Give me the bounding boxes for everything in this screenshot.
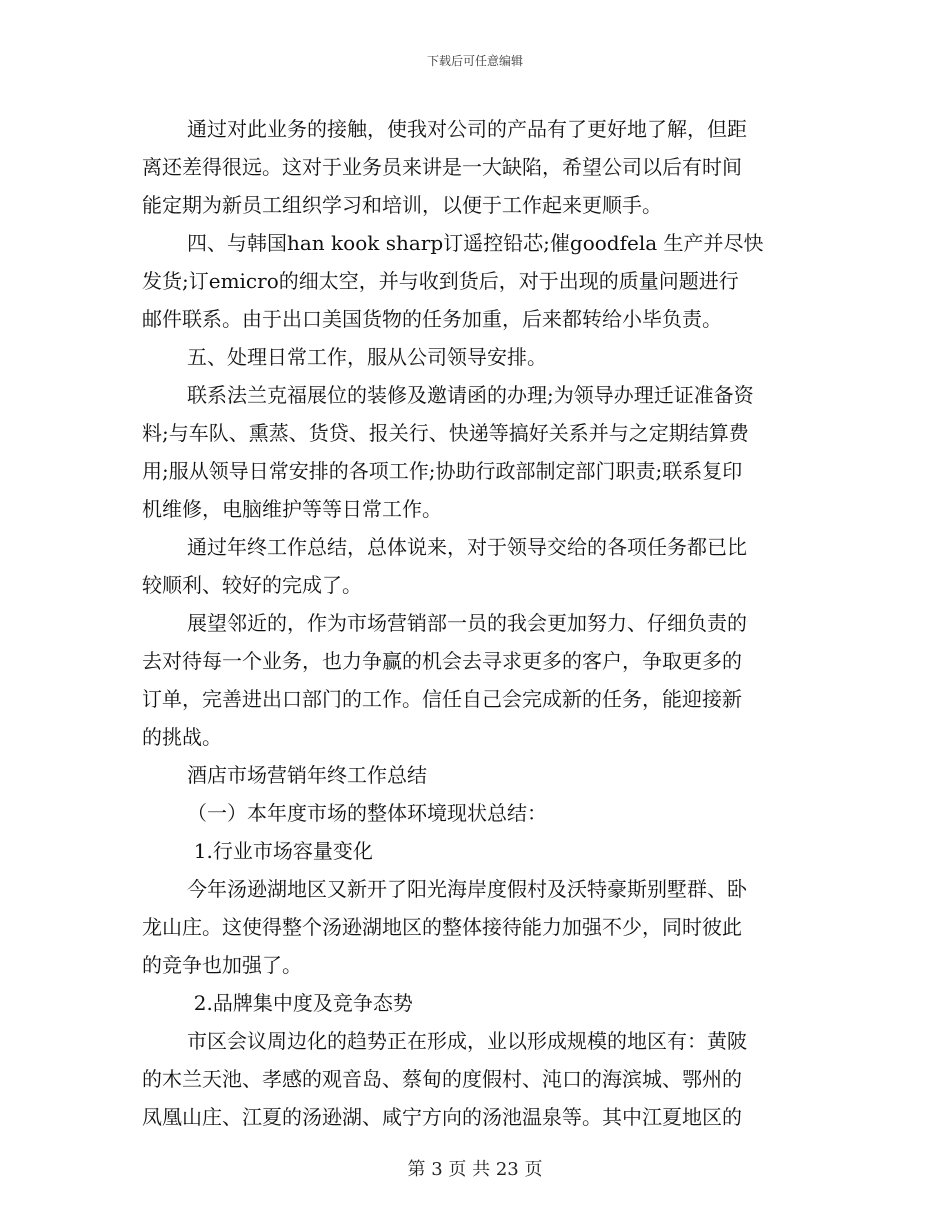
text-line: 的挑战。: [142, 725, 222, 749]
text-line: 四、与韩国han kook sharp订遥控铅芯;催goodfela 生产并尽快: [187, 231, 764, 255]
text-line: 发货;订emicro的细太空，并与收到货后，对于出现的质量问题进行: [142, 269, 739, 293]
text-line: 料;与车队、熏蒸、货贷、报关行、快递等搞好关系并与之定期结算费: [142, 421, 749, 445]
text-line: 的木兰天池、孝感的观音岛、蔡甸的度假村、沌口的海滨城、鄂州的: [142, 1067, 742, 1091]
text-line: 凤凰山庄、江夏的汤逊湖、咸宁方向的汤池温泉等。其中江夏地区的: [142, 1105, 742, 1129]
text-line: 邮件联系。由于出口美国货物的任务加重，后来都转给小毕负责。: [142, 307, 722, 331]
text-line: 今年汤逊湖地区又新开了阳光海岸度假村及沃特豪斯别墅群、卧: [187, 877, 747, 901]
text-line: 展望邻近的，作为市场营销部一员的我会更加努力、仔细负责的: [187, 611, 747, 635]
text-line: 联系法兰克福展位的装修及邀请函的办理;为领导办理迁证准备资: [187, 383, 754, 407]
text-line: 订单，完善进出口部门的工作。信任自己会完成新的任务，能迎接新: [142, 687, 742, 711]
text-line: 用;服从领导日常安排的各项工作;协助行政部制定部门职责;联系复印: [142, 459, 743, 483]
text-line: 五、处理日常工作，服从公司领导安排。: [187, 345, 547, 369]
text-line: 市区会议周边化的趋势正在形成，业以形成规模的地区有：黄陂: [187, 1029, 747, 1053]
text-line: 1.行业市场容量变化: [193, 839, 373, 863]
text-line: 2.品牌集中度及竞争态势: [193, 991, 413, 1015]
text-line: 去对待每一个业务，也力争赢的机会去寻求更多的客户，争取更多的: [142, 649, 742, 673]
text-line: 较顺利、较好的完成了。: [142, 573, 362, 597]
text-line: 能定期为新员工组织学习和培训，以便于工作起来更顺手。: [142, 193, 662, 217]
text-line: 通过年终工作总结，总体说来，对于领导交给的各项任务都已比: [187, 535, 747, 559]
text-line: 酒店市场营销年终工作总结: [187, 763, 427, 787]
text-line: 离还差得很远。这对于业务员来讲是一大缺陷，希望公司以后有时间: [142, 155, 742, 179]
page-header-note: 下载后可任意编辑: [426, 54, 523, 68]
text-line: 机维修，电脑维护等等日常工作。: [142, 497, 442, 521]
text-line: 通过对此业务的接触，使我对公司的产品有了更好地了解，但距: [187, 117, 747, 141]
text-line: （一）本年度市场的整体环境现状总结：: [187, 801, 547, 825]
document-body: [142, 110, 802, 1136]
page-footer: 第 3 页 共 23 页: [407, 1159, 543, 1180]
text-line: 龙山庄。这使得整个汤逊湖地区的整体接待能力加强不少，同时彼此: [142, 915, 742, 939]
text-line: 的竞争也加强了。: [142, 953, 302, 977]
